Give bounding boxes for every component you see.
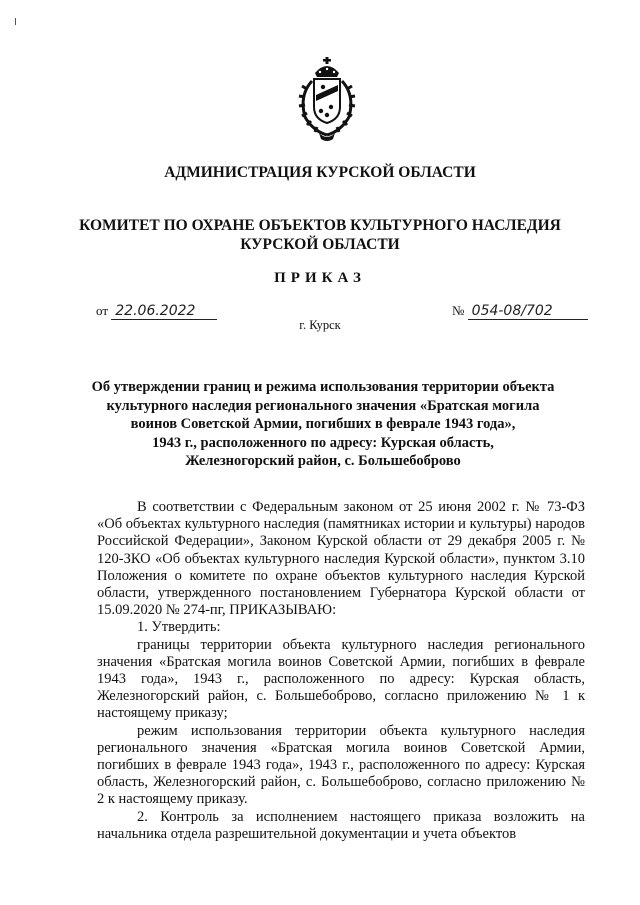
administration-title: АДМИНИСТРАЦИЯ КУРСКОЙ ОБЛАСТИ: [164, 164, 476, 181]
item-1-paragraph: 1. Утвердить:: [137, 619, 221, 636]
kursk-coat-of-arms-icon: [293, 55, 361, 143]
number-prefix: №: [452, 303, 465, 318]
number-handwritten: 054-08/702: [468, 303, 588, 320]
subject-line: воинов Советской Армии, погибших в феврале 1943 года»,: [130, 416, 516, 432]
city-label: г. Курск: [299, 318, 341, 332]
subject-line: 1943 г., расположенного по адресу: Курская область,: [152, 434, 494, 451]
subject-line: Об утверждении границ и режима использования территории объекта: [91, 379, 555, 395]
subject-line: Железногорский район, с. Большебоброво: [185, 453, 461, 469]
item-1b-paragraph: режим использования территории объекта культурного наследия регионального значения «Братская могила воинов Советской Армии, погибших в феврале 1943 года», 1943 г., расположенного по адресу: Курская область, Железногорский район, с. Большебоброво, согласно приложению № 2 к настоящему приказу.: [97, 722, 585, 808]
committee-title-line2: КУРСКОЙ ОБЛАСТИ: [240, 236, 400, 253]
subject-line: культурного наследия регионального значения «Братская могила: [106, 397, 540, 414]
document-type: ПРИКАЗ: [274, 270, 366, 286]
date-handwritten: 22.06.2022: [111, 303, 217, 320]
item-1a-paragraph: границы территории объекта культурного наследия регионального значения «Братская могила воинов Советской Армии, погибших в феврале 1943 года», 1943 г., расположенного по адресу: Курская область, Железногорский район, с. Большебоброво, согласно приложению № 1 к настоящему приказу;: [97, 636, 585, 722]
committee-title: [0, 216, 640, 254]
date-prefix: от: [96, 303, 109, 318]
order-body: [97, 499, 585, 843]
scan-mark: [15, 18, 16, 25]
preamble-paragraph: В соответствии с Федеральным законом от 25 июня 2002 г. № 73-ФЗ «Об объектах культурного наследия (памятниках истории и культуры) народов Российской Федерации», Законом Курской области от 29 декабря 2005 г. № 120-ЗКО «Об объектах культурного наследия Курской области», пунктом 3.10 Положения о комитете по охране объектов культурного наследия Курской области, утвержденного постановлением Губернатора Курской области от 15.09.2020 № 274-пг, ПРИКАЗЫВАЮ:: [97, 499, 585, 619]
committee-title-line1: КОМИТЕТ ПО ОХРАНЕ ОБЪЕКТОВ КУЛЬТУРНОГО НАСЛЕДИЯ: [79, 217, 561, 234]
order-subject: [88, 378, 558, 471]
item-2-paragraph: 2. Контроль за исполнением настоящего приказа возложить на начальника отдела разрешительной документации и учета объектов: [97, 808, 585, 842]
